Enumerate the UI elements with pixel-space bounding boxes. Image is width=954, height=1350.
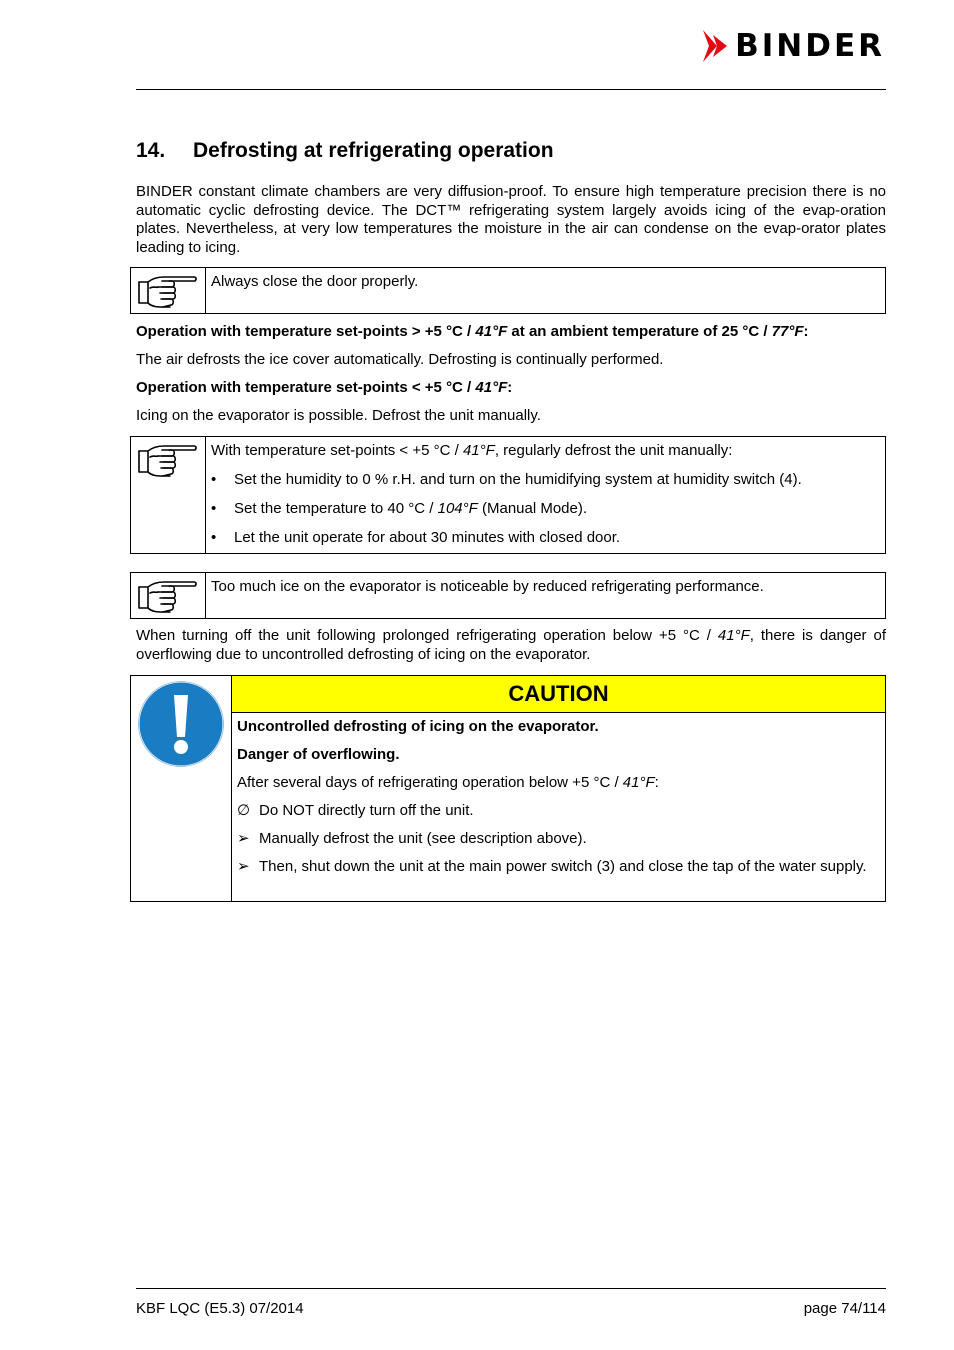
caution-icon-cell (131, 676, 232, 901)
caution-line3-f: 41°F (622, 774, 655, 791)
turnoff-paragraph (136, 627, 886, 664)
bullet-text-a: Set the temperature to 40 °C / (234, 500, 438, 517)
op-above-heading-colon: : (803, 323, 809, 340)
exclamation-circle-icon (138, 681, 224, 767)
bullet-symbol: • (211, 529, 217, 546)
list-item (237, 830, 875, 849)
op-above-heading-f2: 77°F (771, 323, 804, 340)
item-text: Then, shut down the unit at the main power switch (3) and close the tap of the water supply. (259, 858, 867, 875)
list-item (237, 802, 875, 821)
op-above-heading-part2: at an ambient temperature of 25 °C / (507, 323, 772, 340)
footer-doc-ref: KBF LQC (E5.3) 07/2014 (136, 1300, 304, 1317)
caution-line (237, 774, 875, 793)
bullet-text-c: (Manual Mode). (477, 500, 588, 517)
pointing-hand-icon (136, 442, 198, 480)
bullet-text: Let the unit operate for about 30 minutes with closed door. (234, 529, 621, 546)
op-above-heading (136, 323, 886, 342)
note-manual-defrost (130, 436, 886, 554)
op-below-heading-part: Operation with temperature set-points < +5 °C / (136, 379, 476, 396)
note-icon-cell (131, 573, 206, 618)
note-ice (130, 572, 886, 619)
caution-box (130, 675, 886, 902)
arrow-symbol: ➢ (237, 830, 250, 847)
list-item (211, 500, 875, 518)
arrow-symbol: ➢ (237, 858, 250, 875)
bullet-text-f: 104°F (437, 500, 478, 517)
note-ice-text: Too much ice on the evaporator is noticeable by reduced refrigerating performance. (211, 578, 764, 595)
intro-paragraph: BINDER constant climate chambers are very diffusion-proof. To ensure high temperature precision there is no automatic cyclic defrosting device. The DCT™ refrigerating system largely avoids icing of the evap-oration plates. Nevertheless, at very low temperatures the moisture in the air can condense on the evap-orator plates leading to icing. (136, 183, 886, 257)
pointing-hand-icon (136, 578, 198, 616)
op-below-text: Icing on the evaporator is possible. Defrost the unit manually. (136, 407, 541, 424)
op-above-heading-part: Operation with temperature set-points > +5 °C / (136, 323, 476, 340)
note-icon-cell (131, 268, 206, 313)
section-title (136, 139, 554, 163)
list-item (211, 529, 875, 547)
op-above-text: The air defrosts the ice cover automatically. Defrosting is continually performed. (136, 351, 664, 368)
logo-text: BINDER (735, 27, 885, 64)
list-item (211, 471, 875, 489)
item-text: Do NOT directly turn off the unit. (259, 802, 474, 819)
caution-line3-a: After several days of refrigerating operation below +5 °C / (237, 774, 623, 791)
pointing-hand-icon (136, 273, 198, 311)
prohibited-symbol: ∅ (237, 802, 251, 819)
note-door (130, 267, 886, 314)
section-number: 14. (136, 139, 166, 162)
op-below-heading (136, 379, 886, 398)
turnoff-text-f: 41°F (717, 627, 750, 644)
header-rule (136, 89, 886, 90)
footer-page-number: page 74/114 (803, 1300, 886, 1317)
op-above-heading-f1: 41°F (475, 323, 508, 340)
caution-body (237, 718, 875, 886)
bullet-text (234, 500, 587, 518)
caution-line: Uncontrolled defrosting of icing on the evaporator. (237, 718, 599, 735)
item-text: Manually defrost the unit (see description above). (259, 830, 587, 847)
note-door-text: Always close the door properly. (211, 273, 419, 290)
note-manual-intro-a: With temperature set-points < +5 °C / (211, 442, 463, 459)
footer-rule (136, 1288, 886, 1289)
bullet-symbol: • (211, 471, 217, 488)
bullet-symbol: • (211, 500, 217, 517)
note-icon-cell (131, 437, 206, 553)
list-item (237, 858, 875, 877)
op-below-heading-colon: : (507, 379, 513, 396)
caution-line: Danger of overflowing. (237, 746, 400, 763)
turnoff-text-a: When turning off the unit following prolonged refrigerating operation below +5 °C / (136, 627, 718, 644)
binder-logo (703, 27, 885, 64)
note-manual-intro (211, 442, 875, 460)
op-below-heading-f: 41°F (475, 379, 508, 396)
caution-line3-c: : (654, 774, 659, 791)
binder-logo-mark-icon (703, 30, 729, 62)
section-title-text: Defrosting at refrigerating operation (193, 139, 554, 162)
bullet-text: Set the humidity to 0 % r.H. and turn on the humidifying system at humidity switch (4). (234, 471, 802, 488)
note-manual-intro-f: 41°F (462, 442, 495, 459)
note-manual-intro-c: , regularly defrost the unit manually: (494, 442, 733, 459)
turnoff-text-c: , there is danger of overflowing due to uncontrolled defrosting of icing on the evaporator. (136, 627, 886, 663)
caution-title: CAUTION (232, 676, 885, 713)
